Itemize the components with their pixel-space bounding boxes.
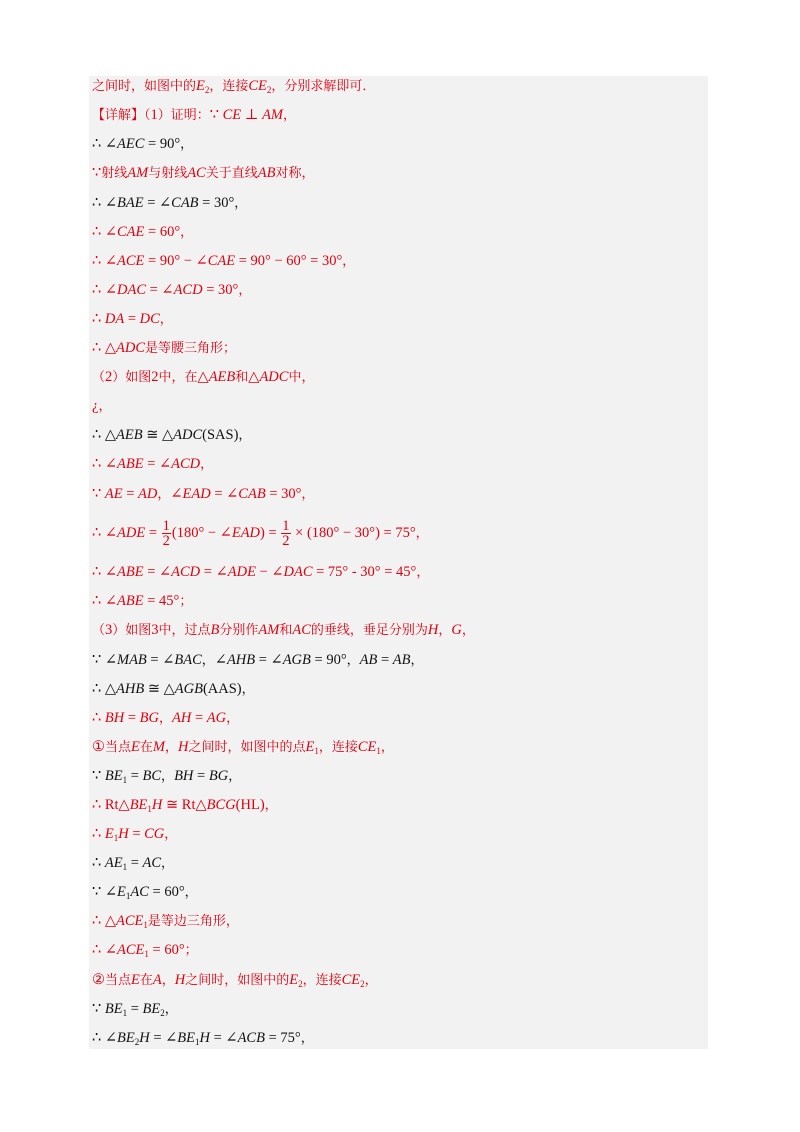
solution-line: ∴ BH = BG，AH = AG， — [92, 710, 240, 726]
solution-line: ∵ ∠MAB = ∠BAC，∠AHB = ∠AGB = 90°，AB = AB， — [92, 652, 424, 668]
solution-line: ∴ $\triangle ACE_1$是等边三角形， — [92, 913, 239, 930]
solution-line: ∴ ∠ADE = $\frac{1}{2}$ (180° − ∠EAD) = $\frac{1}{2}$ × (180° − 30°) = 75°， — [92, 518, 429, 550]
solution-line: ∴ $\angle BE_2H$ = $\angle BE_1H$ = ∠ACB = 75°， — [92, 1030, 314, 1047]
solution-line: ∵ $BE_1$ = BC，BH = BG， — [92, 768, 242, 785]
solution-line: （3）如图3中，过点B分别作AM和AC的垂线，垂足分别为H，G， — [92, 622, 475, 638]
solution-line: 之间时，如图中的$E_2$，连接$CE_2$，分别求解即可． — [92, 78, 376, 95]
solution-line: ∵射线AM与射线AC关于直线AB对称， — [92, 165, 315, 181]
solution-line: ∴ $E_1H$ = CG， — [92, 826, 178, 843]
solution-line: ∵ $\angle E_1AC = 60^\circ$， — [92, 884, 198, 901]
solution-line: ①当点E在M，H之间时，如图中的点$E_1$，连接$CE_1$， — [92, 739, 394, 756]
solution-line: ∴ △AHB ≅ △AGB(AAS)， — [92, 681, 255, 697]
solution-line: ∴ $Rt\triangle BE_1H$ ≅ Rt△BCG(HL)， — [92, 797, 278, 814]
solution-line: ∴ ∠BAE = ∠CAB = 30°， — [92, 195, 248, 211]
solution-line: ∴ ∠ACE = 90° − ∠CAE = 90° − 60° = 30°， — [92, 253, 356, 269]
solution-line: ∴ ∠DAC = ∠ACD = 30°， — [92, 282, 252, 298]
solution-line: ∵ AE = AD，∠EAD = ∠CAB = 30°， — [92, 486, 315, 502]
solution-line: ∵ $BE_1 = BE_2$， — [92, 1001, 178, 1018]
solution-line: ②当点E在A，H之间时，如图中的$E_2$，连接$CE_2$， — [92, 972, 378, 989]
solution-line: ∴ $AE_1$ = AC， — [92, 855, 175, 872]
solution-line: 【详解】（1）证明：∵ CE ⊥ AM， — [92, 107, 297, 123]
solution-line: ∴ ∠ABE = 45°； — [92, 593, 193, 609]
solution-line: ∴ ∠ABE = ∠ACD， — [92, 456, 214, 472]
solution-line: ∴ ∠CAE = 60°， — [92, 224, 194, 240]
solution-line: ∴ △ADC是等腰三角形； — [92, 340, 237, 356]
solution-line: ∴ ∠ABE = ∠ACD = ∠ADE − ∠DAC = 75° - 30° = 45°， — [92, 564, 430, 580]
solution-line: ¿， — [92, 398, 112, 414]
solution-line: ∴ ∠AEC = 90°， — [92, 136, 194, 152]
solution-line: （2）如图2中，在△AEB和△ADC中， — [92, 369, 315, 385]
solution-line: ∴ DA = DC， — [92, 311, 173, 327]
solution-line: ∴ $\angle ACE_1 = 60^\circ$； — [92, 942, 198, 959]
solution-line: ∴ △AEB ≅ △ADC(SAS)， — [92, 427, 252, 443]
